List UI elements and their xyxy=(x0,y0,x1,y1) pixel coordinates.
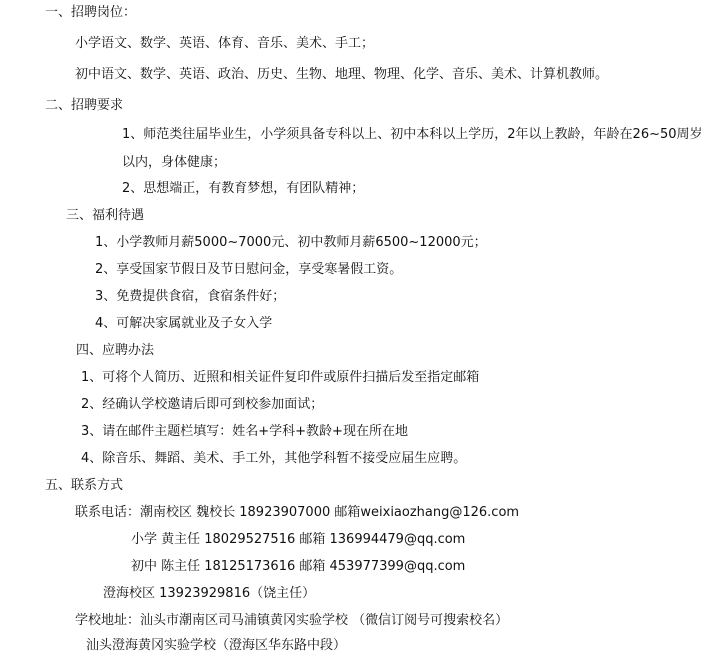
benefit-1: 1、小学教师月薪5000~7000元、初中教师月薪6500~12000元； xyxy=(95,235,487,250)
requirement-1-cont: 以内，身体健康； xyxy=(122,155,227,170)
benefit-2: 2、享受国家节假日及节日慰问金，享受寒暑假工资。 xyxy=(95,262,403,277)
section-heading-positions: 一、招聘岗位： xyxy=(45,5,137,20)
apply-3: 3、请在邮件主题栏填写：姓名+学科+教龄+现在所在地 xyxy=(81,424,408,439)
apply-2: 2、经确认学校邀请后即可到校参加面试； xyxy=(81,397,324,412)
benefit-4: 4、可解决家属就业及子女入学 xyxy=(95,316,273,331)
benefit-3: 3、免费提供食宿，食宿条件好； xyxy=(95,289,286,304)
school-address: 学校地址：汕头市潮南区司马浦镇黄冈实验学校 （微信订阅号可搜索校名） xyxy=(75,613,509,628)
section-heading-apply: 四、应聘办法 xyxy=(76,343,155,358)
contact-middle: 初中 陈主任 18125173616 邮箱 453977399@qq.com xyxy=(131,559,466,574)
requirement-1: 1、师范类往届毕业生，小学须具备专科以上、初中本科以上学历，2年以上教龄，年龄在26~50周岁 xyxy=(122,127,703,142)
school-address-2: 汕头澄海黄冈实验学校（澄海区华东路中段） xyxy=(86,638,347,653)
section-heading-contact: 五、联系方式 xyxy=(45,478,124,493)
section-heading-requirements: 二、招聘要求 xyxy=(45,98,124,113)
apply-1: 1、可将个人简历、近照和相关证件复印件或原件扫描后发至指定邮箱 xyxy=(81,370,480,385)
positions-primary: 小学语文、数学、英语、体育、音乐、美术、手工； xyxy=(75,36,375,51)
apply-4: 4、除音乐、舞蹈、美术、手工外，其他学科暂不接受应届生应聘。 xyxy=(81,451,467,466)
positions-middle: 初中语文、数学、英语、政治、历史、生物、地理、物理、化学、音乐、美术、计算机教师。 xyxy=(75,67,609,82)
requirement-2: 2、思想端正，有教育梦想，有团队精神； xyxy=(122,181,365,196)
section-heading-benefits: 三、福利待遇 xyxy=(66,208,145,223)
contact-phone: 联系电话：潮南校区 魏校长 18923907000 邮箱weixiaozhang@126.com xyxy=(75,505,520,520)
contact-chenghai: 澄海校区 13923929816（饶主任） xyxy=(103,586,316,601)
contact-primary: 小学 黄主任 18029527516 邮箱 136994479@qq.com xyxy=(131,532,466,547)
